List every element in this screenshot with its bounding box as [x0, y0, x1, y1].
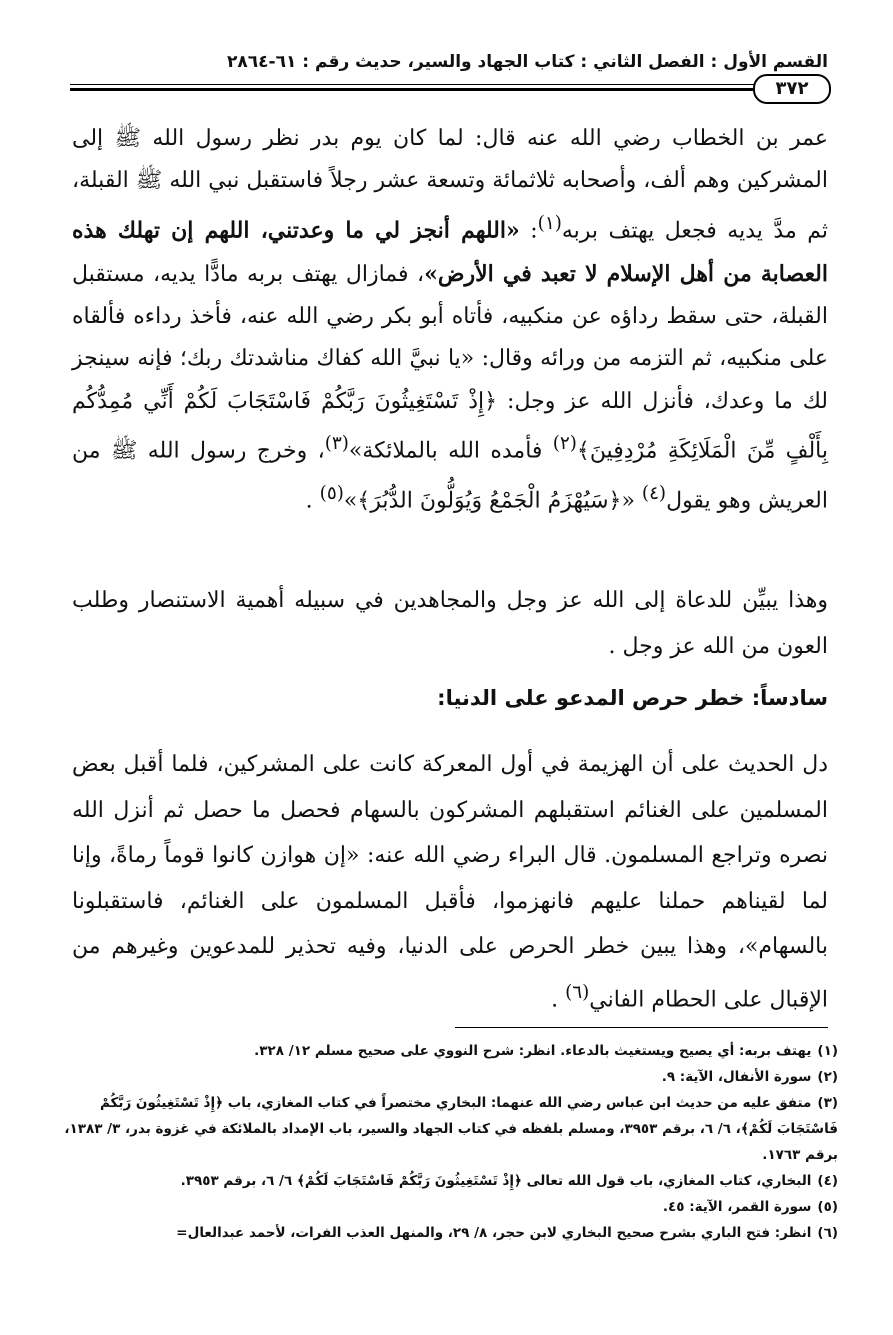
bold-supplication: «اللهم أنجز لي ما وعدتني، اللهم إن تهلك هذه العصابة من أهل الإسلام لا تعبد في الأرض» — [72, 217, 829, 287]
footnote-ref: (٦) — [565, 981, 590, 1003]
footnote-item — [45, 1168, 838, 1194]
footnote-item — [45, 1064, 838, 1090]
header-rule-thick — [70, 88, 813, 91]
footnote-item — [45, 1038, 838, 1064]
footnote-number: (٥) — [817, 1199, 838, 1215]
paragraph-text: فأمده الله بالملائكة» — [348, 438, 553, 464]
paragraph-text: . — [305, 488, 320, 514]
paragraph-text: عمر بن الخطاب رضي الله عنه قال: لما كان يوم بدر نظر رسول الله ﷺ إلى المشركين وهم ألف، وأصحابه ثلاثمائة وتسعة عشر رجلاً فاستقبل نبي الله ﷺ القبلة، ثم مدَّ يديه فجعل يهتف بربه — [72, 126, 829, 244]
footnote-text: سورة الأنفال، الآية: ٩. — [661, 1069, 812, 1085]
footnote-number: (٣) — [817, 1095, 838, 1111]
footnote-ref: (٣) — [324, 433, 349, 455]
footnote-item — [45, 1194, 838, 1220]
footnote-ref: (١) — [537, 212, 562, 234]
footnote-ref: (٤) — [641, 482, 667, 504]
footnote-ref: (٢) — [552, 433, 577, 455]
header-rule-thin — [70, 84, 813, 85]
paragraph-lesson: وهذا يبيِّن للدعاة إلى الله عز وجل والمجاهدين في سبيله أهمية الاستنصار وطلب العون من الله عز وجل . — [72, 588, 828, 659]
footnote-text: البخاري، كتاب المغازي، باب قول الله تعالى ﴿إِذْ تَسْتَغِيثُونَ رَبَّكُمْ فَاسْتَجَابَ لَكُمْ﴾ ٦/ ٦، برقم ٣٩٥٣. — [180, 1173, 812, 1189]
footnote-text: سورة القمر، الآية: ٤٥. — [662, 1199, 812, 1215]
running-header: القسم الأول : الفصل الثاني : كتاب الجهاد والسير، حديث رقم : ٦١-٢٨٦٤ — [227, 52, 828, 72]
footnote-number: (١) — [817, 1043, 838, 1059]
footnote-number: (٤) — [817, 1173, 838, 1189]
paragraph-text: ، وخرج رسول الله ﷺ من العريش وهو يقول — [72, 438, 828, 514]
footnote-number: (٢) — [817, 1069, 838, 1085]
section-heading: سادساً: خطر حرص المدعو على الدنيا: — [437, 686, 828, 710]
paragraph-section-six — [72, 742, 828, 1022]
footnote-number: (٦) — [817, 1225, 838, 1241]
paragraph-text: دل الحديث على أن الهزيمة في أول المعركة كانت على المشركين، فلما أقبل بعض المسلمين على الغنائم استقبلهم المشركون بالسهام فحصل ما حصل ثم أنزل الله نصره وتراجع المسلمون. قال البراء رضي الله عنه: «إن هوازن كانوا قوماً رماةً، وإنا لما لقيناهم حملنا عليهم فانهزموا، فأقبل المسلمون على الغنائم، فاستقبلونا بالسهام»، وهذا يبين خطر الحرص على الدنيا، وفيه تحذير للمدعوين وغيرهم من الإقبال على الحطام الفاني — [72, 752, 828, 1012]
footnote-text: متفق عليه من حديث ابن عباس رضي الله عنهما: البخاري مختصراً في كتاب المغازي، باب ﴿إِذْ تَسْتَغِيثُونَ رَبَّكُمْ فَاسْتَجَابَ لَكُمْ﴾، ٦/ ٦، برقم ٣٩٥٣، ومسلم بلفظه في كتاب الجهاد والسير، باب الإمداد بالملائكة في غزوة بدر، ٣/ ١٣٨٣، برقم ١٧٦٣. — [64, 1095, 838, 1163]
footnote-ref: (٥) — [319, 482, 344, 504]
paragraph-hadith — [72, 118, 828, 523]
footnote-text: يهتف بربه: أي يصيح ويستغيث بالدعاء. انظر: شرح النووي على صحيح مسلم ١٢/ ٣٢٨. — [254, 1043, 812, 1059]
paragraph-text: : — [519, 218, 538, 244]
footnote-text: انظر: فتح الباري بشرح صحيح البخاري لابن حجر، ٨/ ٢٩، والمنهل العذب الفرات، لأحمد عبدالعال= — [176, 1225, 812, 1241]
page-number-badge: ٣٧٢ — [753, 74, 831, 104]
paragraph-text: . — [551, 986, 566, 1012]
footnote-separator — [455, 1027, 828, 1028]
footnote-item — [45, 1090, 838, 1168]
footnotes — [45, 1038, 838, 1246]
paragraph-text: ، فمازال يهتف بربه مادًّا يديه، مستقبل القبلة، حتى سقط رداؤه عن منكبيه، فأتاه أبو بكر رضي الله عنه، فأخذ رداءه فألقاه على منكبيه، ثم التزمه من ورائه وقال: «يا نبيَّ الله كفاك مناشدتك ربك؛ فإنه سينجز لك ما وعدك، فأنزل الله عز وجل: ﴿إِذْ تَسْتَغِيثُونَ رَبَّكُمْ فَاسْتَجَابَ لَكُمْ أَنِّي مُمِدُّكُم بِأَلْفٍ مِّنَ الْمَلَائِكَةِ مُرْدِفِينَ﴾ — [72, 261, 828, 464]
quran-verse: «﴿سَيُهْزَمُ الْجَمْعُ وَيُوَلُّونَ الدُّبُرَ﴾» — [343, 488, 642, 514]
footnote-item — [45, 1220, 838, 1246]
